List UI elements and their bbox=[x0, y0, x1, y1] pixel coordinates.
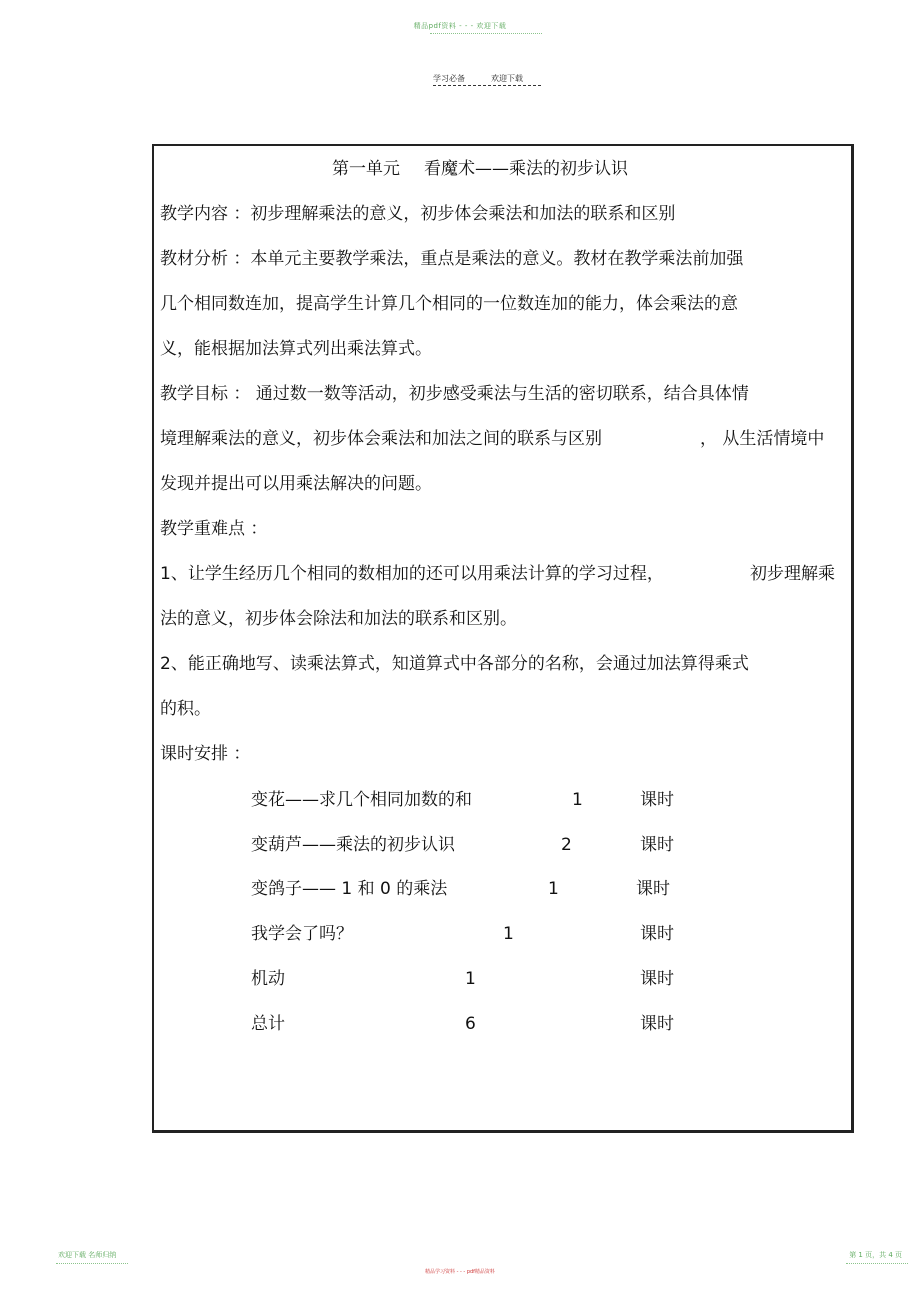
schedule-item-6-unit: 课时 bbox=[640, 1014, 674, 1034]
schedule-item-3-count: 1 bbox=[548, 879, 559, 899]
analysis-line-2: 几个相同数连加，提高学生计算几个相同的一位数连加的能力，体会乘法的意 bbox=[160, 294, 738, 314]
sub-header-dashed-rule bbox=[433, 85, 541, 86]
schedule-item-3-unit: 课时 bbox=[636, 879, 670, 899]
footer-left-dotted-rule bbox=[56, 1263, 128, 1264]
goal-line-3: 发现并提出可以用乘法解决的问题。 bbox=[160, 474, 432, 494]
difficulty-line-1: 1、让学生经历几个相同的数相加的还可以用乘法计算的学习过程， bbox=[160, 564, 664, 584]
title-topic: 看魔术——乘法的初步认识 bbox=[424, 159, 628, 179]
schedule-item-2-count: 2 bbox=[561, 835, 572, 855]
schedule-item-6-count: 6 bbox=[465, 1014, 476, 1034]
schedule-item-4-name: 我学会了吗？ bbox=[251, 924, 353, 944]
difficulty-heading: 教学重难点 ： bbox=[160, 519, 268, 539]
schedule-item-4-count: 1 bbox=[503, 924, 514, 944]
sub-header-left: 学习必备 bbox=[433, 74, 465, 83]
schedule-item-6-name: 总计 bbox=[251, 1014, 285, 1034]
page-number: 第 1 页，共 4 页 bbox=[849, 1251, 902, 1259]
schedule-item-5-name: 机动 bbox=[251, 969, 285, 989]
difficulty-line-2: 法的意义，初步体会除法和加法的联系和区别。 bbox=[160, 609, 517, 629]
analysis-line-1: 教材分析 ：本单元主要教学乘法，重点是乘法的意义。教材在教学乘法前加强 bbox=[160, 249, 744, 269]
schedule-heading: 课时安排 ： bbox=[160, 744, 251, 764]
footer-center: 精品学习资料 - - - pdf精品资料 bbox=[425, 1269, 495, 1275]
sub-header-right: 欢迎下载 bbox=[491, 74, 523, 83]
top-banner: 精品pdf资料 - - - 欢迎下载 bbox=[413, 22, 507, 30]
teaching-content: 教学内容 ：初步理解乘法的意义，初步体会乘法和加法的联系和区别 bbox=[160, 204, 676, 224]
sub-header bbox=[433, 73, 523, 84]
title-unit: 第一单元 bbox=[332, 159, 400, 179]
difficulty-line-3: 2、能正确地写、读乘法算式，知道算式中各部分的名称，会通过加法算得乘式 bbox=[160, 654, 749, 674]
schedule-item-2-unit: 课时 bbox=[640, 835, 674, 855]
schedule-item-3-name: 变鸽子—— 1 和 0 的乘法 bbox=[251, 879, 448, 899]
page-title bbox=[332, 158, 628, 180]
schedule-item-5-unit: 课时 bbox=[640, 969, 674, 989]
analysis-line-3: 义，能根据加法算式列出乘法算式。 bbox=[160, 339, 432, 359]
goal-line-1: 教学目标 ： 通过数一数等活动，初步感受乘法与生活的密切联系，结合具体情 bbox=[160, 384, 749, 404]
goal-line-2-tail: ， 从生活情境中 bbox=[700, 429, 825, 449]
schedule-item-1-name: 变花——求几个相同加数的和 bbox=[251, 790, 472, 810]
schedule-item-1-count: 1 bbox=[572, 790, 583, 810]
top-banner-dotted-rule bbox=[430, 33, 542, 34]
schedule-item-2-name: 变葫芦——乘法的初步认识 bbox=[251, 835, 455, 855]
footer-left: 欢迎下载 名师归纳 bbox=[58, 1251, 117, 1259]
schedule-item-4-unit: 课时 bbox=[640, 924, 674, 944]
goal-line-2: 境理解乘法的意义，初步体会乘法和加法之间的联系与区别 bbox=[160, 429, 602, 449]
footer-right-dotted-rule bbox=[846, 1263, 908, 1264]
schedule-item-5-count: 1 bbox=[465, 969, 476, 989]
difficulty-line-1-tail: 初步理解乘 bbox=[750, 564, 835, 584]
schedule-item-1-unit: 课时 bbox=[640, 790, 674, 810]
difficulty-line-4: 的积。 bbox=[160, 699, 211, 719]
